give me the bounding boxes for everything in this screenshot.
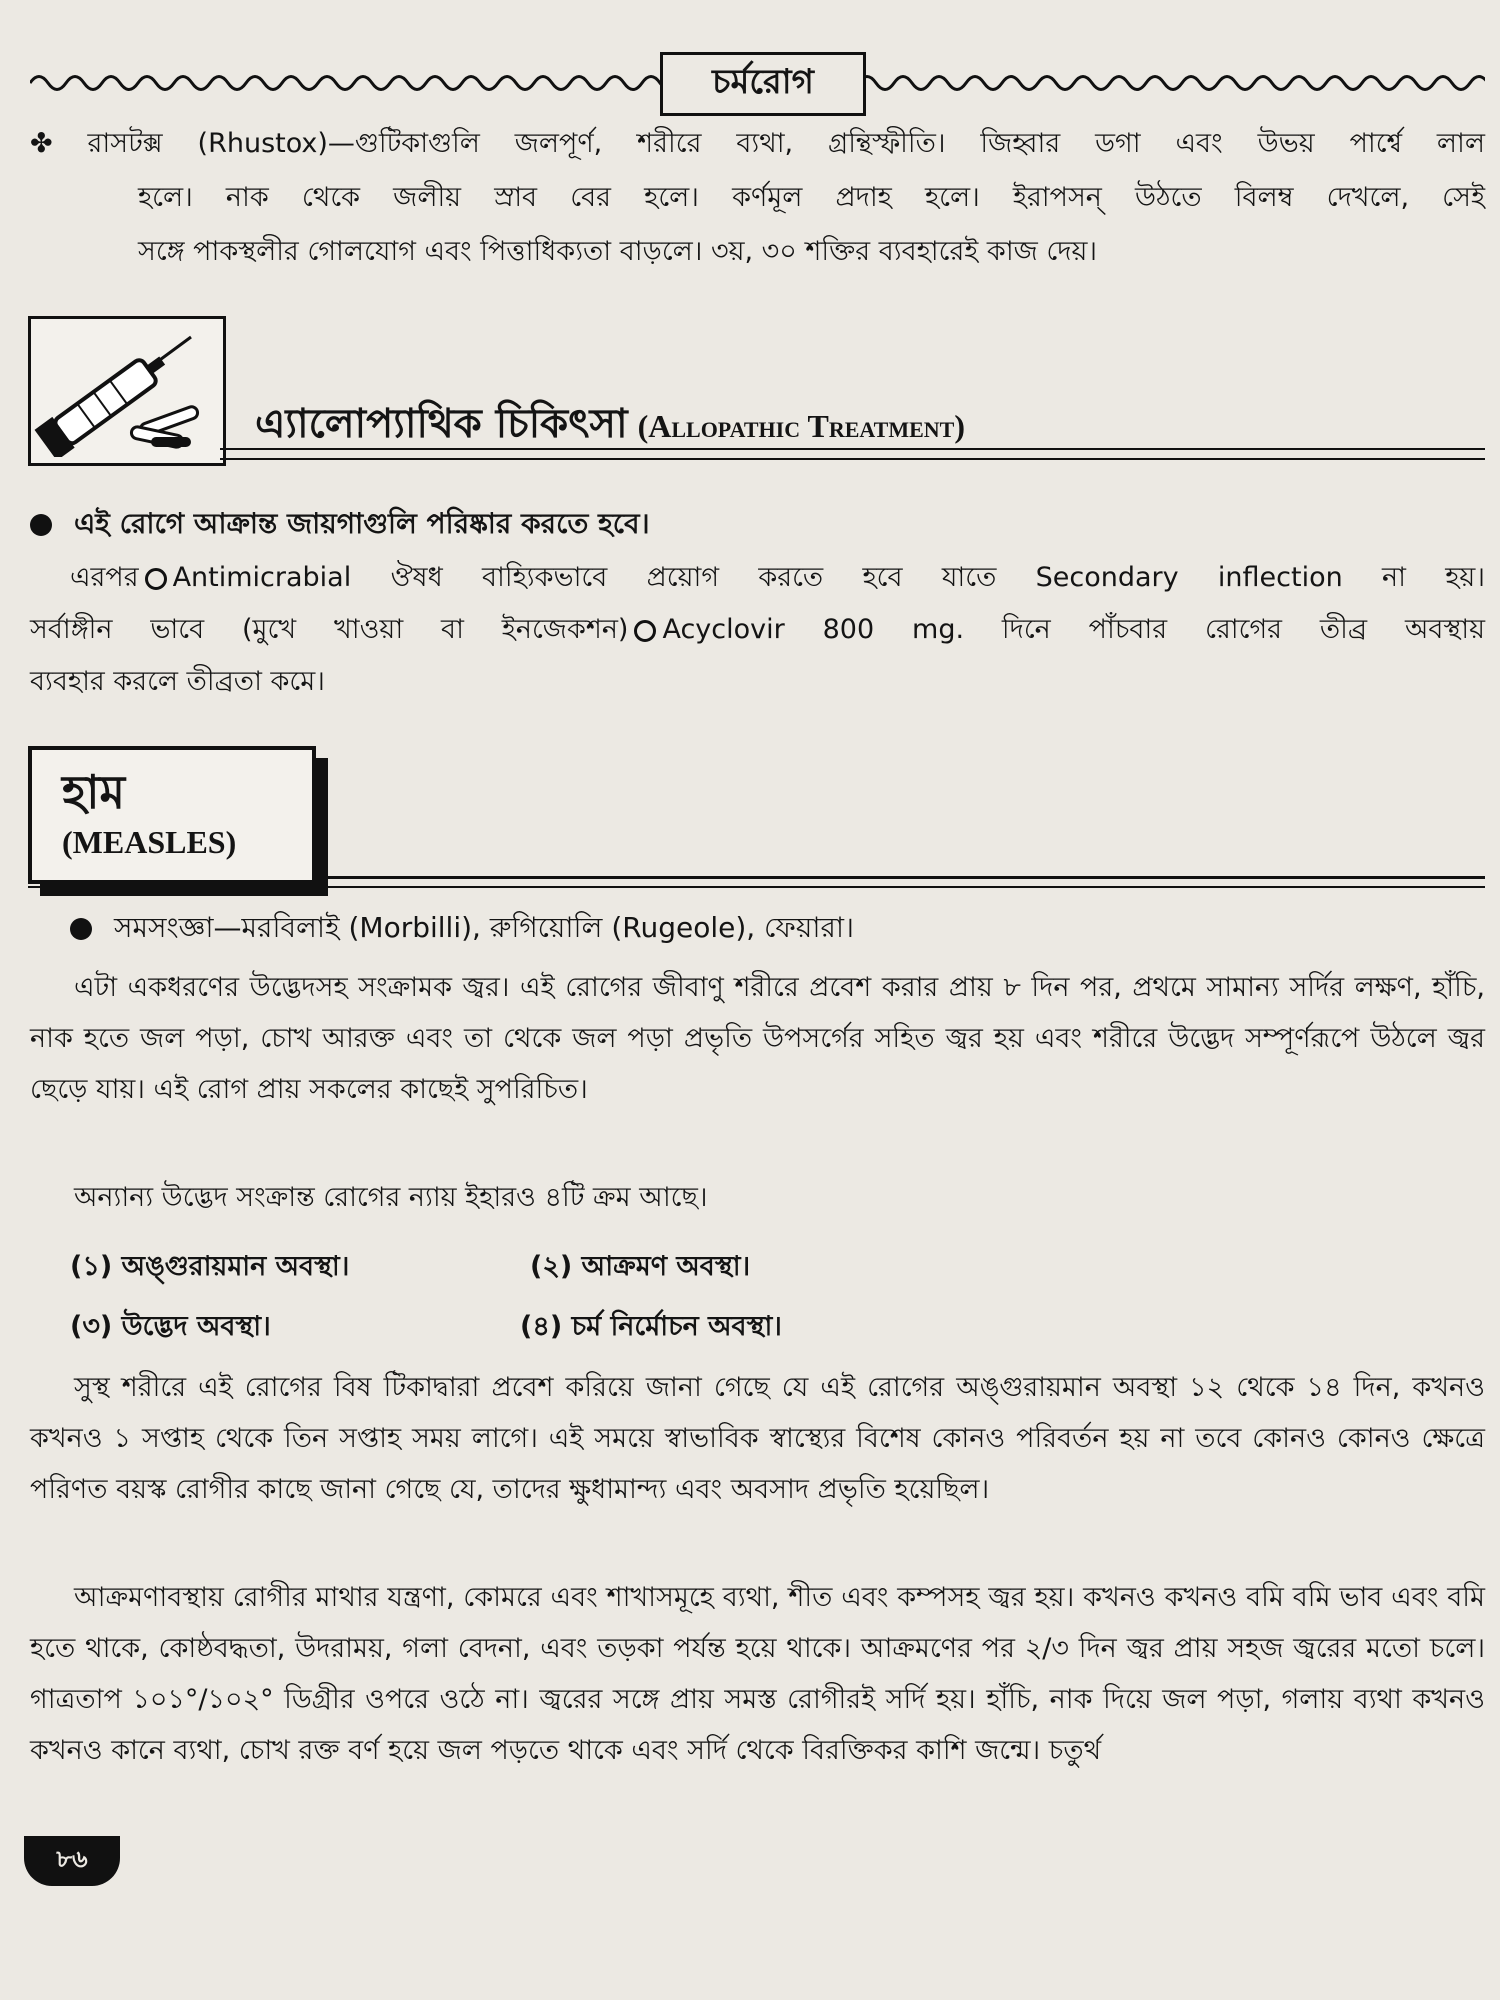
section-rule <box>28 886 1485 888</box>
bullet-icon <box>30 514 52 536</box>
stage-2: (২) আক্রমণ অবস্থা। <box>530 1251 751 1282</box>
allopathic-line-3: ব্যবহার করলে তীব্রতা কমে। <box>30 666 325 697</box>
rhustox-line-2: হলে। নাক থেকে জলীয় স্রাব বের হলে। কর্ণমূল প্রদাহ হলে। ইরাপসন্ উঠতে বিলম্ব দেখলে, সেই <box>138 182 1485 213</box>
chapter-title: চর্মরোগ <box>660 52 866 116</box>
measles-title-box <box>28 746 316 884</box>
measles-paragraph-3: আক্রমণাবস্থায় রোগীর মাথার যন্ত্রণা, কোমরে এবং শাখাসমূহে ব্যথা, শীত এবং কম্পসহ জ্বর হয়। কখনও কখনও বমি বমি ভাব এবং বমি হতে থাকে, কোষ্ঠবদ্ধতা, উদরাময়, গলা বেদনা, এবং তড়কা পর্যন্ত হয়ে থাকে। আক্রমণের পর ২/৩ দিন জ্বর প্রায় সহজ জ্বরের মতো চলে। গাত্রতাপ ১০১°/১০২° ডিগ্রীর ওপরে ওঠে না। জ্বরের সঙ্গে প্রায় সমস্ত রোগীরই সর্দি হয়। হাঁচি, নাক দিয়ে জল পড়া, গলায় ব্যথা কখনও কখনও কানে ব্যথা, চোখ রক্ত বর্ণ হয়ে জল পড়তে থাকে এবং সর্দি থেকে বিরক্তিকর কাশি জন্মে। চতুর্থ <box>30 1582 1485 1766</box>
allopathic-point: এই রোগে আক্রান্ত জায়গাগুলি পরিষ্কার করতে হবে। <box>30 498 1485 549</box>
rhustox-line-1: ✤ রাসটক্স (Rhustox)—গুটিকাগুলি জলপূর্ণ, শরীরে ব্যথা, গ্রন্থিস্ফীতি। জিহ্বার ডগা এবং উভয় পার্শ্বে লাল <box>30 128 1485 159</box>
allopathic-title-en: (Allopathic Treatment) <box>637 408 966 444</box>
bullet-icon <box>70 918 92 940</box>
section-rule <box>320 876 1485 879</box>
syringe-illustration <box>28 316 226 466</box>
stage-1: (১) অঙ্গুরায়মান অবস্থা। <box>70 1251 350 1282</box>
measles-stages-intro: অন্যান্য উদ্ভেদ সংক্রান্ত রোগের ন্যায় ইহারও ৪টি ক্রম আছে। <box>74 1182 708 1213</box>
section-rule <box>220 458 1485 460</box>
measles-synonyms: সমসংজ্ঞা—মরবিলাই (Morbilli), রুগিয়োলি (Rugeole), ফেয়ারা। <box>70 902 1485 953</box>
allopathic-line-2: সর্বাঙ্গীন ভাবে (মুখে খাওয়া বা ইনজেকশন) Acyclovir 800 mg. দিনে পাঁচবার রোগের তীব্র অবস্থায় <box>30 614 1485 645</box>
allopathic-line-1: এরপর Antimicrabial ঔষধ বাহ্যিকভাবে প্রয়োগ করতে হবে যাতে Secondary inflection না হয়। <box>70 562 1485 593</box>
measles-paragraph-2: সুস্থ শরীরে এই রোগের বিষ টিকাদ্বারা প্রবেশ করিয়ে জানা গেছে যে এই রোগের অঙ্গুরায়মান অবস্থা ১২ থেকে ১৪ দিন, কখনও কখনও ১ সপ্তাহ থেকে তিন সপ্তাহ সময় লাগে। এই সময়ে স্বাভাবিক স্বাস্থ্যের বিশেষ কোনও পরিবর্তন হয় না তবে কোনও কোনও ক্ষেত্রে পরিণত বয়স্ক রোগীর কাছে জানা গেছে যে, তাদের ক্ষুধামান্দ্য এবং অবসাদ প্রভৃতি হয়েছিল। <box>30 1372 1485 1505</box>
syringe-icon <box>31 319 217 457</box>
allopathic-title-bn: এ্যালোপ্যাথিক চিকিৎসা <box>255 401 628 447</box>
measles-title-en: (MEASLES) <box>62 824 237 860</box>
stage-3: (৩) উদ্ভেদ অবস্থা। <box>70 1311 271 1342</box>
rhustox-line-3: সঙ্গে পাকস্থলীর গোলযোগ এবং পিত্তাধিক্যতা বাড়লে। ৩য়, ৩০ শক্তির ব্যবহারেই কাজ দেয়। <box>138 236 1098 267</box>
circle-bullet-icon <box>145 568 167 590</box>
stage-4: (৪) চর্ম নির্মোচন অবস্থা। <box>520 1311 782 1342</box>
section-rule <box>220 448 1485 450</box>
measles-paragraph-1: এটা একধরণের উদ্ভেদসহ সংক্রামক জ্বর। এই রোগের জীবাণু শরীরে প্রবেশ করার প্রায় ৮ দিন পর, প্রথমে সামান্য সর্দির লক্ষণ, হাঁচি, নাক হতে জল পড়া, চোখ আরক্ত এবং তা থেকে জল পড়া প্রভৃতি উপসর্গের সহিত জ্বর হয় এবং শরীরে উদ্ভেদ সম্পূর্ণরূপে উঠলে জ্বর ছেড়ে যায়। এই রোগ প্রায় সকলের কাছেই সুপরিচিত। <box>30 972 1485 1105</box>
circle-bullet-icon <box>634 620 656 642</box>
page-number: ৮৬ <box>24 1836 120 1886</box>
measles-title-bn: হাম <box>62 765 126 819</box>
